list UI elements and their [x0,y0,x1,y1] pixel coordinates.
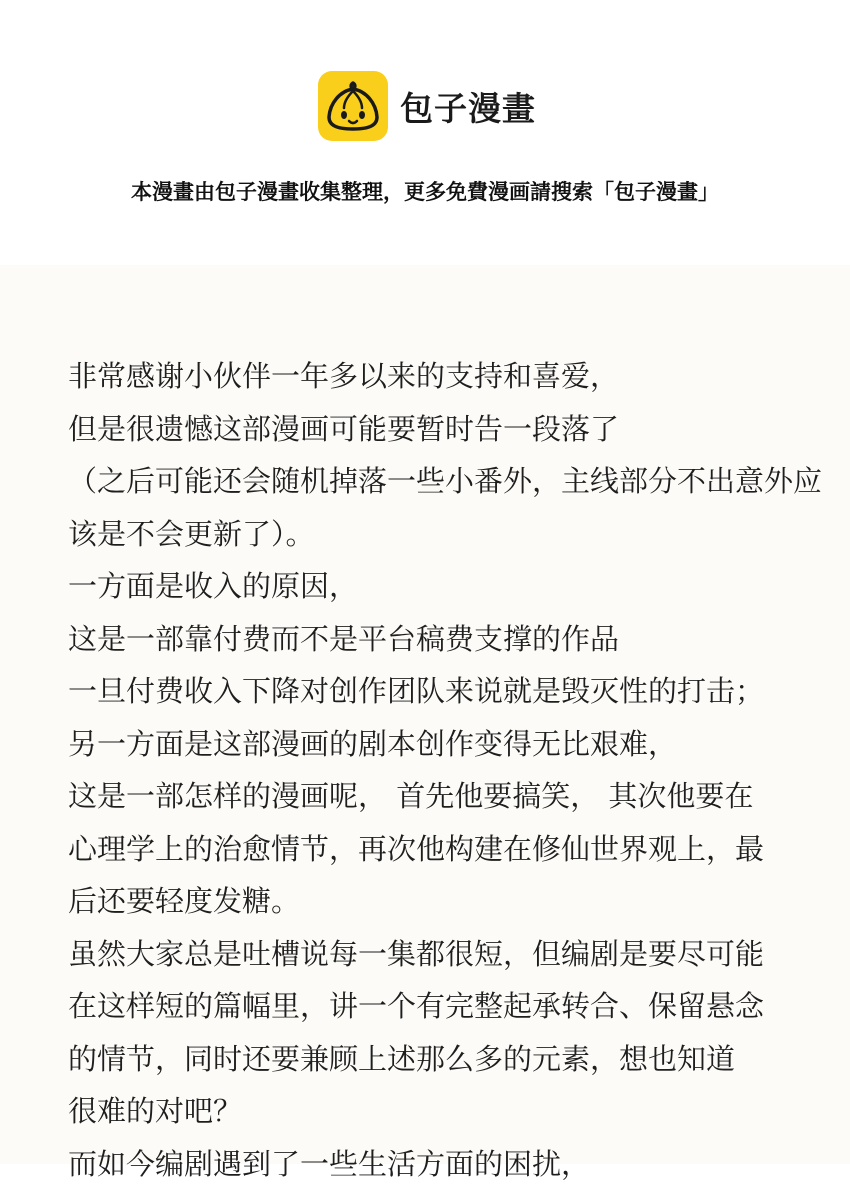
site-header [0,0,850,265]
source-notice: 本漫畫由包子漫畫收集整理，更多免費漫画請搜索「包子漫畫」 [0,176,850,206]
text-line: 的情节，同时还要兼顾上述那么多的元素，想也知道 [68,1033,788,1086]
text-line: 虽然大家总是吐槽说每一集都很短，但编剧是要尽可能 [68,928,788,981]
text-line: 但是很遗憾这部漫画可能要暂时告一段落了 [68,403,788,456]
bun-face-graphic [322,75,384,137]
brand[interactable] [318,70,536,142]
text-line: 而如今编剧遇到了一些生活方面的困扰， [68,1138,788,1190]
announcement-text [68,350,788,1190]
text-line: 这是一部怎样的漫画呢， 首先他要搞笑， 其次他要在 [68,770,788,823]
text-line: 非常感谢小伙伴一年多以来的支持和喜爱， [68,350,788,403]
text-line: 该是不会更新了）。 [68,508,788,561]
text-line: （之后可能还会随机掉落一些小番外，主线部分不出意外应 [68,455,788,508]
text-line: 在这样短的篇幅里，讲一个有完整起承转合、保留悬念 [68,980,788,1033]
text-line: 另一方面是这部漫画的剧本创作变得无比艰难， [68,718,788,771]
brand-name: 包子漫畫 [400,83,536,130]
bun-face-icon [318,71,388,141]
text-line: 心理学上的治愈情节，再次他构建在修仙世界观上，最 [68,823,788,876]
announcement-page [0,265,850,1164]
text-line: 这是一部靠付费而不是平台稿费支撑的作品 [68,613,788,666]
text-line: 后还要轻度发糖。 [68,875,788,928]
text-line: 很难的对吧？ [68,1085,788,1138]
text-line: 一方面是收入的原因， [68,560,788,613]
text-line: 一旦付费收入下降对创作团队来说就是毁灭性的打击； [68,665,788,718]
